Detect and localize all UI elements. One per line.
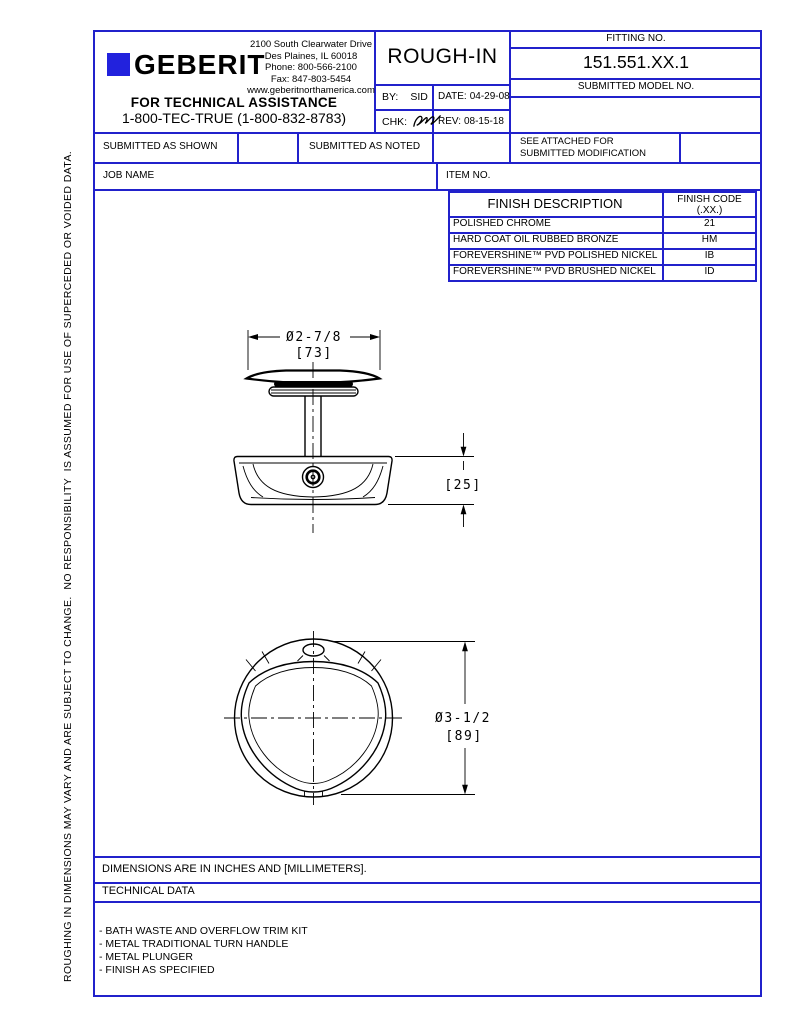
finish-row-description: HARD COAT OIL RUBBED BRONZE <box>453 234 619 245</box>
doc-type-title: ROUGH-IN <box>387 45 498 68</box>
rev-cell <box>438 109 504 134</box>
address-line: Phone: 800-566-2100 <box>265 62 357 74</box>
divider <box>510 96 762 98</box>
technical-data-item: - BATH WASTE AND OVERFLOW TRIM KIT <box>99 925 308 937</box>
fitting-no-value: 151.551.XX.1 <box>582 52 690 72</box>
finish-code-header-line1: FINISH CODE <box>677 194 742 205</box>
finish-description-header: FINISH DESCRIPTION <box>487 196 623 211</box>
finish-row-code: HM <box>701 234 718 245</box>
dim-handle-diameter-mm: [89] <box>445 729 483 744</box>
rev-value: 08-15-18 <box>463 116 504 127</box>
finish-code-header-line2: (.XX.) <box>696 205 723 216</box>
dim-handle-height-mm: [25] <box>444 478 482 493</box>
units-note: DIMENSIONS ARE IN INCHES AND [MILLIMETERS]. <box>102 863 367 875</box>
finish-row-code: IB <box>704 250 715 261</box>
item-no-label: ITEM NO. <box>446 170 491 181</box>
finish-row-description: FOREVERSHINE™ PVD POLISHED NICKEL <box>453 250 658 261</box>
address-line: 2100 South Clearwater Drive <box>250 39 372 50</box>
divider <box>93 162 762 164</box>
technical-data-item: - METAL PLUNGER <box>99 951 193 963</box>
side-disclaimer: ROUGHING IN DIMENSIONS MAY VARY AND ARE SUBJECT TO CHANGE. NO RESPONSIBILITY IS ASSUMED FOR USE OF SUPERCEDED OR VOIDED DATA. <box>62 150 74 982</box>
dim-cap-diameter-inches: Ø2-7/8 <box>286 330 342 345</box>
address-line: Fax: 847-803-5454 <box>270 73 352 85</box>
chk-label: CHK: <box>382 115 408 128</box>
dim-cap-diameter-mm: [73] <box>295 346 333 361</box>
address-line: www.geberitnorthamerica.com <box>247 85 375 97</box>
address-line: Des Plaines, IL 60018 <box>264 50 358 62</box>
see-attached-note <box>520 136 646 159</box>
cap-diameter-dimension <box>248 330 380 370</box>
job-name-label: JOB NAME <box>103 170 155 181</box>
brand-wordmark: GEBERIT <box>134 49 266 80</box>
by-value: SID <box>410 90 428 103</box>
assistance-title: FOR TECHNICAL ASSISTANCE <box>130 95 338 110</box>
technical-data-label: TECHNICAL DATA <box>102 885 195 897</box>
date-label: DATE: <box>438 91 467 102</box>
plunger-side-view <box>247 362 380 533</box>
fitting-no-label: FITTING NO. <box>606 33 666 44</box>
rev-label: REV: <box>438 116 461 127</box>
divider <box>432 132 434 164</box>
assistance-phone: 1-800-TEC-TRUE (1-800-832-8783) <box>121 110 347 126</box>
by-cell <box>382 84 428 109</box>
divider <box>436 162 438 191</box>
company-address <box>246 39 376 97</box>
handle-bottom-view <box>224 631 403 805</box>
divider <box>93 901 762 903</box>
finish-row-code: 21 <box>703 218 716 229</box>
submitted-model-label: SUBMITTED MODEL NO. <box>577 81 695 92</box>
submitted-as-shown-label: SUBMITTED AS SHOWN <box>103 141 218 152</box>
chk-cell <box>382 109 444 134</box>
by-label: BY: <box>382 90 399 103</box>
finish-row-code: ID <box>704 266 715 277</box>
divider <box>237 132 239 164</box>
handle-height-dimension <box>388 433 482 527</box>
divider <box>679 132 681 164</box>
technical-drawing <box>93 190 762 856</box>
dim-handle-diameter-inches: Ø3-1/2 <box>435 711 491 726</box>
technical-data-item: - FINISH AS SPECIFIED <box>99 964 215 976</box>
finish-row-description: POLISHED CHROME <box>453 218 551 229</box>
date-value: 04-29-08 <box>469 91 510 102</box>
see-attached-line2: SUBMITTED MODIFICATION <box>520 147 646 159</box>
see-attached-line1: SEE ATTACHED FOR <box>520 136 614 147</box>
finish-row-description: FOREVERSHINE™ PVD BRUSHED NICKEL <box>453 266 656 277</box>
geberit-logo-mark <box>107 53 130 76</box>
date-cell <box>438 84 510 109</box>
submitted-as-noted-label: SUBMITTED AS NOTED <box>308 141 421 152</box>
technical-data-item: - METAL TRADITIONAL TURN HANDLE <box>99 938 289 950</box>
technical-data-list <box>99 925 308 977</box>
handle-diameter-dimension <box>332 642 491 795</box>
